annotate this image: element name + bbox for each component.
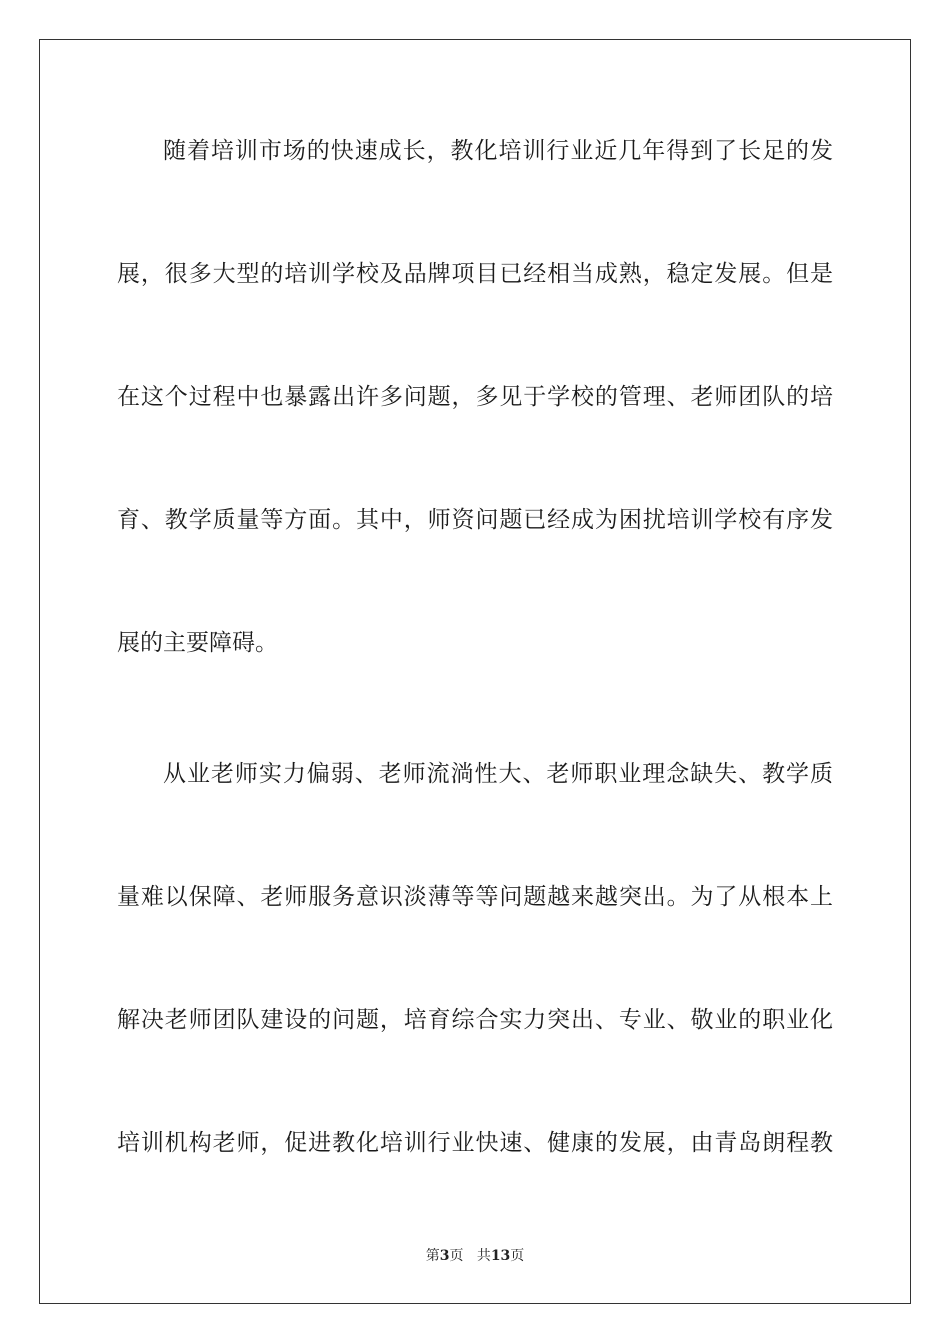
total-label-prefix: 共 bbox=[476, 1248, 491, 1264]
page-footer bbox=[0, 1247, 950, 1265]
paragraph-2-line-2: 量难以保障、老师服务意识淡薄等等问题越来越突出。为了从根本上 bbox=[117, 884, 833, 910]
paragraph-1-line-5: 展的主要障碍。 bbox=[117, 630, 278, 656]
paragraph-1-line-4: 育、教学质量等方面。其中，师资问题已经成为困扰培训学校有序发 bbox=[117, 507, 833, 533]
total-label-suffix: 页 bbox=[510, 1248, 525, 1264]
paragraph-1-line-3: 在这个过程中也暴露出许多问题，多见于学校的管理、老师团队的培 bbox=[117, 384, 833, 410]
page-border bbox=[39, 39, 911, 1304]
paragraph-2-line-3: 解决老师团队建设的问题，培育综合实力突出、专业、敬业的职业化 bbox=[117, 1007, 833, 1033]
paragraph-1-line-2: 展，很多大型的培训学校及品牌项目已经相当成熟，稳定发展。但是 bbox=[117, 261, 833, 287]
total-pages-number: 13 bbox=[490, 1248, 511, 1264]
paragraph-2-line-4: 培训机构老师，促进教化培训行业快速、健康的发展，由青岛朗程教 bbox=[117, 1130, 833, 1156]
page-label-prefix: 第 bbox=[425, 1248, 440, 1264]
paragraph-1-line-1: 随着培训市场的快速成长，教化培训行业近几年得到了长足的发 bbox=[163, 138, 833, 164]
current-page-number: 3 bbox=[439, 1248, 450, 1264]
paragraph-2-line-1: 从业老师实力偏弱、老师流淌性大、老师职业理念缺失、教学质 bbox=[163, 761, 833, 787]
page-label-suffix: 页 bbox=[449, 1248, 464, 1264]
